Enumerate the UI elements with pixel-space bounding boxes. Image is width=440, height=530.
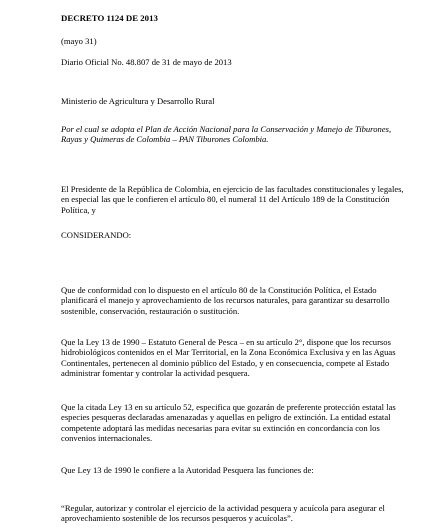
considering-paragraph: Que la Ley 13 de 1990 – Estatuto General de Pesca – en su artículo 2°, dispone que los recursos hidrobiológicos contenidos en el Mar Territorial, en la Zona Económica Exclusiva y en las Aguas Continentales, pertenecen al dominio público del Estado, y en consecuencia, compete al Estado administrar fomentar y controlar la actividad pesquera. (61, 337, 396, 379)
decree-date: (mayo 31) (61, 36, 97, 46)
considering-paragraph: Que de conformidad con lo dispuesto en el artículo 80 de la Constitución Política, el Estado planificará el manejo y aprovechamiento de los recursos naturales, para garantizar su desarrollo sostenible, conservación, restauración o sustitución. (61, 285, 390, 316)
decree-subject: Por el cual se adopta el Plan de Acción Nacional para la Conservación y Manejo de Tiburones, Rayas y Quimeras de Colombia – PAN Tiburones Colombia. (61, 124, 392, 145)
decree-title: DECRETO 1124 DE 2013 (61, 13, 158, 23)
issuing-ministry: Ministerio de Agricultura y Desarrollo Rural (61, 96, 215, 106)
preamble-text: El Presidente de la República de Colombia, en ejercicio de las facultades constitucionales y legales, en especial las que le confieren el artículo 80, el numeral 11 del Artículo 189 de la Constitución Política, y (61, 184, 404, 215)
quoted-function: “Regular, autorizar y controlar el ejercicio de la actividad pesquera y acuícola para asegurar el aprovechamiento sostenible de los recursos pesqueros y acuícolas”. (61, 503, 385, 524)
considering-heading: CONSIDERANDO: (61, 230, 132, 240)
considering-paragraph: Que Ley 13 de 1990 le confiere a la Autoridad Pesquera las funciones de: (61, 465, 314, 475)
gazette-reference: Diario Oficial No. 48.807 de 31 de mayo de 2013 (61, 57, 232, 67)
considering-paragraph: Que la citada Ley 13 en su artículo 52, especifica que gozarán de preferente protección estatal las especies pesqueras declaradas amenazadas y aquellas en peligro de extinción. La entidad estatal competente adoptará las medidas necesarias para evitar su extinción en concordancia con los convenios internacionales. (61, 402, 396, 444)
